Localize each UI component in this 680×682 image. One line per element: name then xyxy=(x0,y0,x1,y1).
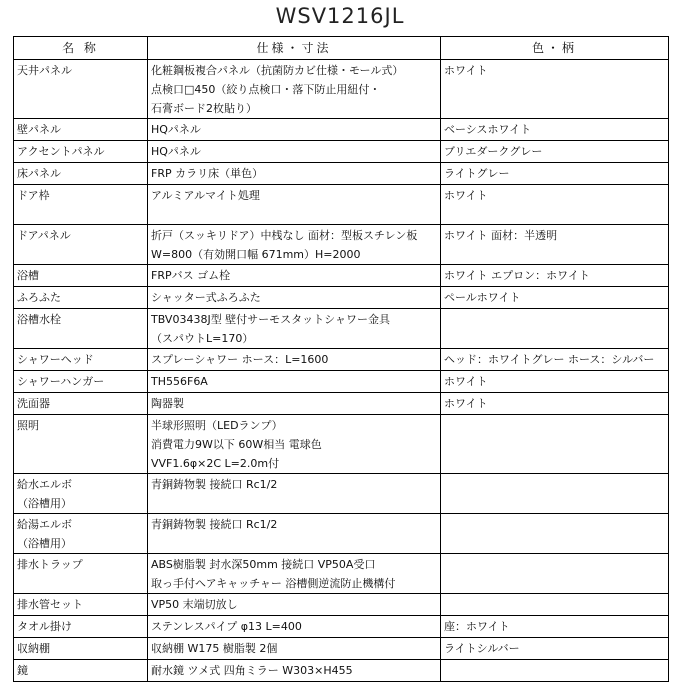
table-row xyxy=(14,638,669,660)
spec-line: HQパネル xyxy=(151,123,201,136)
spec-line: 陶器製 xyxy=(151,397,184,410)
table-row xyxy=(14,514,669,554)
row-name-cell xyxy=(14,287,148,309)
row-spec-cell xyxy=(148,371,441,393)
name-line: シャワーヘッド xyxy=(17,353,94,366)
document-title: WSV1216JL xyxy=(275,4,405,28)
name-line: ドアパネル xyxy=(17,229,71,242)
spec-line: FRPバス ゴム栓 xyxy=(151,269,231,282)
name-line: 天井パネル xyxy=(17,64,72,77)
color-line: ベーシスホワイト xyxy=(444,123,532,136)
row-spec-cell xyxy=(148,638,441,660)
row-name-cell xyxy=(14,119,148,141)
row-spec-cell xyxy=(148,185,441,225)
color-line: ライトシルバー xyxy=(444,642,520,655)
row-color-cell xyxy=(441,60,669,119)
name-line: 浴槽 xyxy=(17,269,39,282)
row-spec-cell xyxy=(148,393,441,415)
table-row xyxy=(14,371,669,393)
row-name-cell xyxy=(14,514,148,554)
row-spec-cell xyxy=(148,119,441,141)
spec-line: 点検口□450（絞り点検口・落下防止用紐付・ xyxy=(151,83,381,96)
row-spec-cell xyxy=(148,309,441,349)
table-row xyxy=(14,163,669,185)
table-row xyxy=(14,660,669,682)
row-spec-cell xyxy=(148,616,441,638)
row-name-cell xyxy=(14,371,148,393)
row-color-cell xyxy=(441,163,669,185)
row-name-cell xyxy=(14,415,148,474)
row-spec-cell xyxy=(148,225,441,265)
name-line: 収納棚 xyxy=(17,642,50,655)
row-spec-cell xyxy=(148,415,441,474)
name-line: 排水トラップ xyxy=(17,558,83,571)
table-row xyxy=(14,594,669,616)
header-name: 名 称 xyxy=(14,37,148,60)
spec-line: 耐水鏡 ツメ式 四角ミラー W303×H455 xyxy=(151,664,353,677)
color-line: ライトグレー xyxy=(444,167,510,180)
name-line: 床パネル xyxy=(17,167,61,180)
row-name-cell xyxy=(14,638,148,660)
spec-line: 化粧鋼板複合パネル（抗菌防カビ仕様・モール式） xyxy=(151,64,404,77)
color-line: ホワイト xyxy=(444,64,488,77)
color-line: ホワイト 面材：半透明 xyxy=(444,229,558,242)
spec-line: FRP カラリ床（単色） xyxy=(151,167,264,180)
row-spec-cell xyxy=(148,163,441,185)
name-line: 洗面器 xyxy=(17,397,50,410)
spec-line: 青銅鋳物製 接続口 Rc1/2 xyxy=(151,478,278,491)
row-name-cell xyxy=(14,474,148,514)
spec-line: VP50 末端切放し xyxy=(151,598,238,611)
row-color-cell xyxy=(441,474,669,514)
header-color: 色・柄 xyxy=(441,37,669,60)
spec-line: 半球形照明（LEDランプ） xyxy=(151,419,283,432)
table-row xyxy=(14,349,669,371)
row-spec-cell xyxy=(148,514,441,554)
spec-line: 消費電力9W以下 60W相当 電球色 xyxy=(151,438,322,451)
row-color-cell xyxy=(441,119,669,141)
spec-line: シャッター式ふろふた xyxy=(151,291,261,304)
name-line: 照明 xyxy=(17,419,39,432)
name-line: アクセントパネル xyxy=(17,145,105,158)
table-row xyxy=(14,141,669,163)
name-line: タオル掛け xyxy=(17,620,72,633)
name-line: 給湯エルボ xyxy=(17,518,72,531)
spec-line: W=800（有効開口幅 671mm）H=2000 xyxy=(151,248,361,261)
spec-line: スプレーシャワー ホース：L=1600 xyxy=(151,353,329,366)
color-line: ホワイト xyxy=(444,375,488,388)
row-color-cell xyxy=(441,554,669,594)
table-header-row xyxy=(14,37,669,60)
spec-line: アルミアルマイト処理 xyxy=(151,189,260,202)
row-color-cell xyxy=(441,265,669,287)
spec-line: 石膏ボード2枚貼り） xyxy=(151,102,257,115)
name-line: 壁パネル xyxy=(17,123,61,136)
row-name-cell xyxy=(14,393,148,415)
row-name-cell xyxy=(14,265,148,287)
name-line: ドア枠 xyxy=(17,189,50,202)
row-name-cell xyxy=(14,660,148,682)
row-spec-cell xyxy=(148,554,441,594)
table-row xyxy=(14,616,669,638)
row-color-cell xyxy=(441,225,669,265)
table-body xyxy=(14,60,669,682)
row-name-cell xyxy=(14,60,148,119)
table-row xyxy=(14,60,669,119)
color-line: ヘッド：ホワイトグレー ホース：シルバー xyxy=(444,353,655,366)
spec-line: （スパウトL=170） xyxy=(151,332,254,345)
table-row xyxy=(14,225,669,265)
color-line: 座：ホワイト xyxy=(444,620,510,633)
row-color-cell xyxy=(441,594,669,616)
row-color-cell xyxy=(441,309,669,349)
row-name-cell xyxy=(14,309,148,349)
name-line: 排水管セット xyxy=(17,598,83,611)
name-line: 給水エルボ xyxy=(17,478,72,491)
row-color-cell xyxy=(441,660,669,682)
spec-line: ABS樹脂製 封水深50mm 接続口 VP50A受口 xyxy=(151,558,376,571)
row-color-cell xyxy=(441,287,669,309)
table-row xyxy=(14,287,669,309)
row-spec-cell xyxy=(148,594,441,616)
row-spec-cell xyxy=(148,660,441,682)
table-row xyxy=(14,393,669,415)
row-spec-cell xyxy=(148,474,441,514)
name-line: ふろふた xyxy=(17,291,61,304)
spec-line: 取っ手付ヘアキャッチャー 浴槽側逆流防止機構付 xyxy=(151,577,396,590)
name-line: （浴槽用） xyxy=(17,497,72,510)
color-line: ホワイト xyxy=(444,189,488,202)
row-spec-cell xyxy=(148,265,441,287)
name-line: 鏡 xyxy=(17,664,28,677)
color-line: ペールホワイト xyxy=(444,291,521,304)
name-line: シャワーハンガー xyxy=(17,375,105,388)
table-row xyxy=(14,415,669,474)
spec-line: HQパネル xyxy=(151,145,201,158)
spec-line: TBV03438J型 壁付サーモスタットシャワー金具 xyxy=(151,313,390,326)
header-spec: 仕様・寸法 xyxy=(148,37,441,60)
row-spec-cell xyxy=(148,60,441,119)
spec-line: ステンレスパイプ φ13 L=400 xyxy=(151,620,302,633)
row-name-cell xyxy=(14,594,148,616)
color-line: ホワイト xyxy=(444,397,488,410)
row-color-cell xyxy=(441,371,669,393)
table-row xyxy=(14,119,669,141)
table-row xyxy=(14,185,669,225)
row-color-cell xyxy=(441,415,669,474)
name-line: （浴槽用） xyxy=(17,537,72,550)
row-color-cell xyxy=(441,141,669,163)
table-row xyxy=(14,474,669,514)
table-row xyxy=(14,309,669,349)
row-name-cell xyxy=(14,616,148,638)
row-color-cell xyxy=(441,349,669,371)
color-line: ブリエダークグレー xyxy=(444,145,543,158)
row-spec-cell xyxy=(148,349,441,371)
name-line: 浴槽水栓 xyxy=(17,313,61,326)
table-row xyxy=(14,265,669,287)
row-name-cell xyxy=(14,225,148,265)
row-color-cell xyxy=(441,514,669,554)
row-color-cell xyxy=(441,393,669,415)
row-spec-cell xyxy=(148,287,441,309)
spec-line: 青銅鋳物製 接続口 Rc1/2 xyxy=(151,518,278,531)
spec-line: 折戸（スッキリドア）中桟なし 面材：型板スチレン板 xyxy=(151,229,418,242)
row-color-cell xyxy=(441,616,669,638)
spec-table xyxy=(13,36,669,682)
row-spec-cell xyxy=(148,141,441,163)
row-color-cell xyxy=(441,185,669,225)
spec-line: VVF1.6φ×2C L=2.0m付 xyxy=(151,457,280,470)
row-name-cell xyxy=(14,163,148,185)
color-line: ホワイト エプロン：ホワイト xyxy=(444,269,590,282)
spec-line: TH556F6A xyxy=(151,375,208,388)
table-row xyxy=(14,554,669,594)
row-name-cell xyxy=(14,141,148,163)
row-name-cell xyxy=(14,554,148,594)
row-name-cell xyxy=(14,349,148,371)
row-color-cell xyxy=(441,638,669,660)
row-name-cell xyxy=(14,185,148,225)
spec-line: 収納棚 W175 樹脂製 2個 xyxy=(151,642,278,655)
